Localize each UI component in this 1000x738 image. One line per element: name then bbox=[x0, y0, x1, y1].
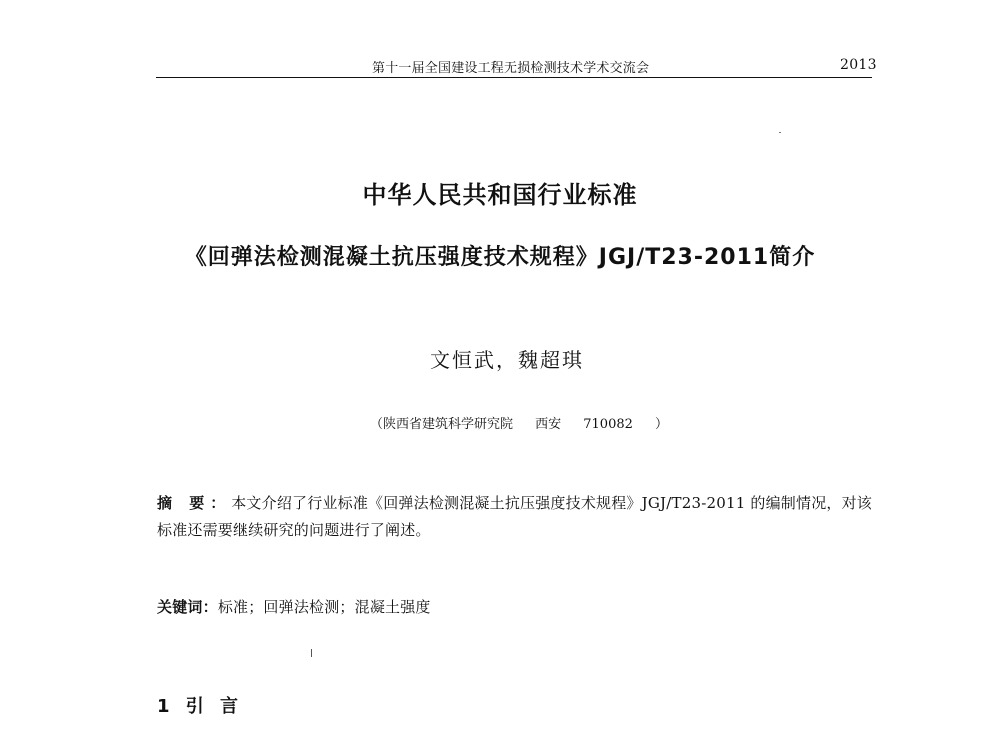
scan-speck bbox=[779, 132, 781, 133]
abstract bbox=[157, 490, 873, 544]
keywords-text: 标准；回弹法检测；混凝土强度 bbox=[217, 598, 431, 616]
keywords-label: 关键词： bbox=[157, 598, 218, 616]
authors: 文恒武，魏超琪 bbox=[430, 348, 584, 372]
title-line-2: 《回弹法检测混凝土抗压强度技术规程》JGJ/T23-2011简介 bbox=[184, 245, 816, 270]
scan-mark bbox=[311, 649, 312, 657]
running-header-year: 2013 bbox=[840, 57, 877, 73]
abstract-text: 本文介绍了行业标准《回弹法检测混凝土抗压强度技术规程》JGJ/T23-2011 的编制情况，对该标准还需要继续研究的问题进行了阐述。 bbox=[157, 494, 873, 539]
keywords bbox=[157, 596, 431, 617]
title-line-1: 中华人民共和国行业标准 bbox=[362, 181, 638, 209]
running-header: 第十一届全国建设工程无损检测技术学术交流会 bbox=[372, 61, 650, 76]
abstract-label: 摘 要： bbox=[157, 494, 232, 512]
affiliation: （陕西省建筑科学研究院 西安 710082 ） bbox=[370, 417, 669, 432]
section-heading: 1 引 言 bbox=[157, 696, 244, 717]
header-rule bbox=[156, 77, 872, 78]
